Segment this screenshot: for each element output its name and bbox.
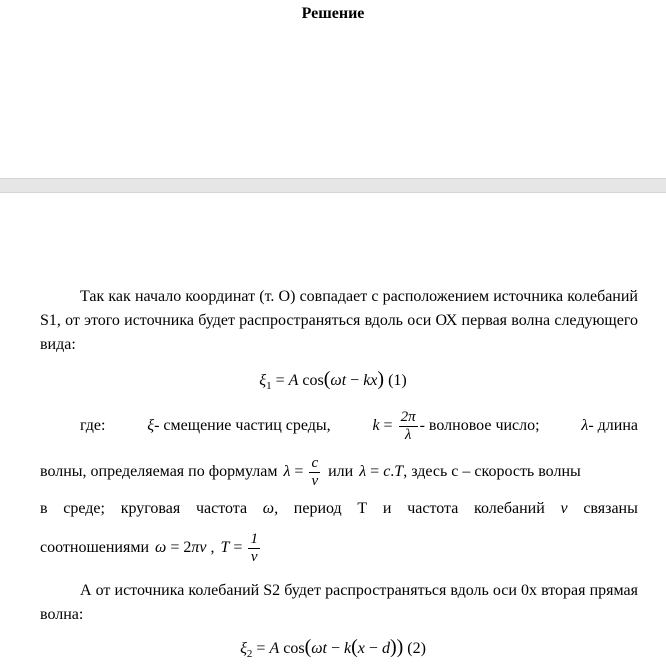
word: колебаний — [474, 500, 545, 517]
page-title: Решение — [301, 5, 365, 22]
paragraph-2: А от источника колебаний S2 будет распространяться вдоль оси 0х вторая прямая волна: — [40, 582, 638, 623]
word: среде; — [63, 500, 105, 517]
word: частота — [407, 500, 459, 517]
word: в — [40, 500, 48, 517]
omega-relation: ω = 2πν , — [155, 539, 215, 556]
equation-1 — [0, 368, 666, 392]
relations-text: соотношениями — [40, 539, 150, 556]
definition-line — [80, 409, 638, 443]
word: Т — [357, 500, 368, 517]
lambda-symbol: λ- длина — [581, 417, 638, 434]
lambda-ct-formula: λ = c.T — [359, 463, 404, 480]
lambda-description: - длина — [588, 417, 638, 434]
page-separator — [0, 178, 666, 193]
xi-description: - смещение частиц среды, — [154, 417, 331, 434]
paragraph-1: Так как начало координат (т. О) совпадает с расположением источника колебаний S1, от этого источника будет распространяться вдоль оси ОХ первая волна следующего вида: — [40, 288, 638, 353]
relations-line — [40, 529, 638, 567]
page-top — [0, 0, 666, 178]
word: частота — [195, 500, 248, 517]
word: период — [293, 500, 342, 517]
speed-text: , здесь с – скорость волны — [403, 463, 581, 480]
wavelength-text: волны, определяемая по формулам — [40, 463, 278, 480]
period-relation: T = $\frac{1}{\nu}$ — [220, 530, 258, 565]
xi-symbol: ξ- смещение частиц среды, — [147, 417, 331, 434]
nu-symbol: ν — [560, 500, 568, 517]
equation-1-formula: $\xi_1 = A$ cos(ωt − kx) — [259, 368, 385, 393]
where-prefix: где: — [80, 417, 106, 434]
equation-2-formula: $\xi_2 = A$ cos(ωt − k(x − d)) — [240, 636, 404, 661]
word: круговая — [120, 500, 181, 517]
or-text: или — [328, 463, 354, 480]
equation-2-number: (2) — [407, 640, 426, 657]
equation-2 — [0, 636, 666, 660]
k-description: - волновое число; — [419, 416, 540, 434]
lambda-c-nu-formula: λ = $\frac{c}{\nu}$ — [283, 454, 319, 489]
k-formula: k = $\frac{2\pi}{\lambda}$ - волновое число; — [372, 408, 540, 443]
omega-symbol: ω, — [262, 500, 279, 517]
wavelength-line — [40, 455, 638, 489]
equation-1-number: (1) — [388, 372, 407, 389]
word: и — [382, 500, 392, 517]
frequency-line — [40, 500, 638, 518]
word: связаны — [583, 500, 638, 517]
